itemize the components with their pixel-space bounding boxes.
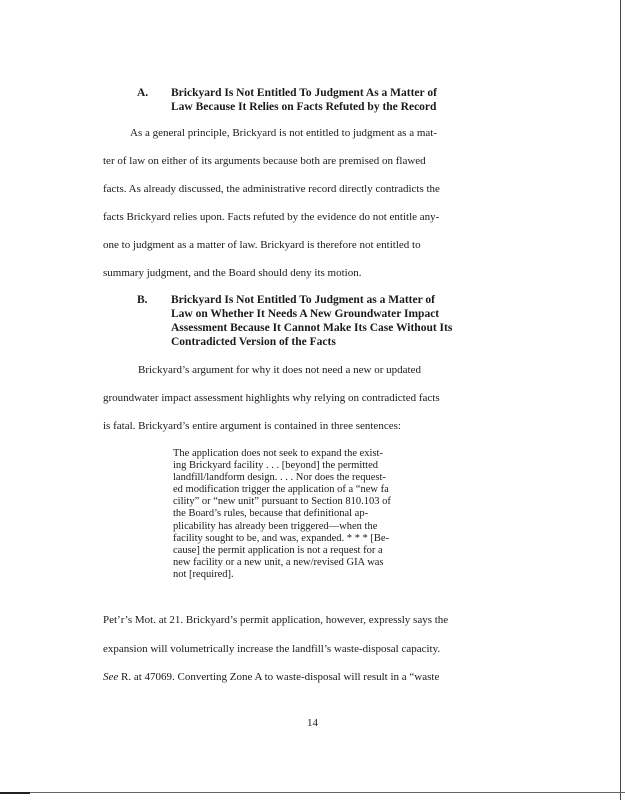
quote-line: The application does not seek to expand the exist- — [173, 448, 383, 459]
quote-line: plicability has already been triggered—when the — [173, 520, 378, 532]
section-b-letter: B. — [137, 294, 148, 306]
section-b-title-line-4: Contradicted Version of the Facts — [171, 336, 336, 348]
para-b-line-3: is fatal. Brickyard’s entire argument is contained in three sentences: — [103, 420, 401, 432]
para-a-line-5: one to judgment as a matter of law. Brickyard is therefore not entitled to — [103, 239, 421, 251]
quote-line: cause] the permit application is not a request for a — [173, 544, 383, 556]
block-quote — [173, 448, 488, 581]
page-number: 14 — [307, 717, 318, 729]
scan-edge-right — [620, 0, 621, 800]
para-b-line-2: groundwater impact assessment highlights why relying on contradicted facts — [103, 392, 440, 404]
para-a-line-3: facts. As already discussed, the administrative record directly contradicts the — [103, 183, 440, 195]
see-signal: See — [103, 671, 119, 683]
quote-line: facility sought to be, and was, expanded. * * * [Be- — [173, 532, 390, 544]
section-a-title-line-2: Law Because It Relies on Facts Refuted by the Record — [171, 101, 437, 113]
para-c-line-1: Pet’r’s Mot. at 21. Brickyard’s permit application, however, expressly says the — [103, 614, 449, 626]
quote-line: ing Brickyard facility . . . [beyond] the permitted — [173, 460, 378, 472]
section-b-title-line-2: Law on Whether It Needs A New Groundwater Impact — [171, 308, 440, 320]
quote-line: cility” or “new unit” pursuant to Section 810.103 of — [173, 496, 391, 508]
para-a-line-4: facts Brickyard relies upon. Facts refuted by the evidence do not entitle any- — [103, 211, 440, 223]
section-b-heading — [137, 293, 517, 349]
section-b-title-line-1: Brickyard Is Not Entitled To Judgment as a Matter of — [171, 294, 435, 306]
quote-line: not [required]. — [173, 568, 234, 580]
para-b-line-1: Brickyard’s argument for why it does not need a new or updated — [138, 364, 421, 376]
para-c-line-3-text: R. at 47069. Converting Zone A to waste-disposal will result in a “waste — [121, 671, 440, 683]
section-a-letter: A. — [137, 87, 149, 99]
para-c-line-2: expansion will volumetrically increase the landfill’s waste-disposal capacity. — [103, 643, 441, 655]
para-c-line-3 — [103, 671, 523, 684]
scan-edge-bottom — [0, 792, 625, 793]
quote-line: landfill/landform design. . . . Nor does the request- — [173, 472, 386, 484]
section-a-title-line-1: Brickyard Is Not Entitled To Judgment As a Matter of — [171, 87, 437, 99]
quote-line: new facility or a new unit, a new/revised GIA was — [173, 556, 384, 568]
para-a-line-6: summary judgment, and the Board should deny its motion. — [103, 267, 362, 279]
quote-line: ed modification trigger the application of a “new fa — [173, 484, 389, 496]
quote-line: the Board’s rules, because that definitional ap- — [173, 508, 369, 520]
para-a-line-2: ter of law on either of its arguments because both are premised on flawed — [103, 155, 426, 167]
section-a-heading — [137, 86, 517, 114]
scan-edge-mark — [0, 792, 30, 794]
section-b-title-line-3: Assessment Because It Cannot Make Its Case Without Its — [171, 322, 453, 334]
para-a-line-1: As a general principle, Brickyard is not entitled to judgment as a mat- — [130, 127, 437, 139]
